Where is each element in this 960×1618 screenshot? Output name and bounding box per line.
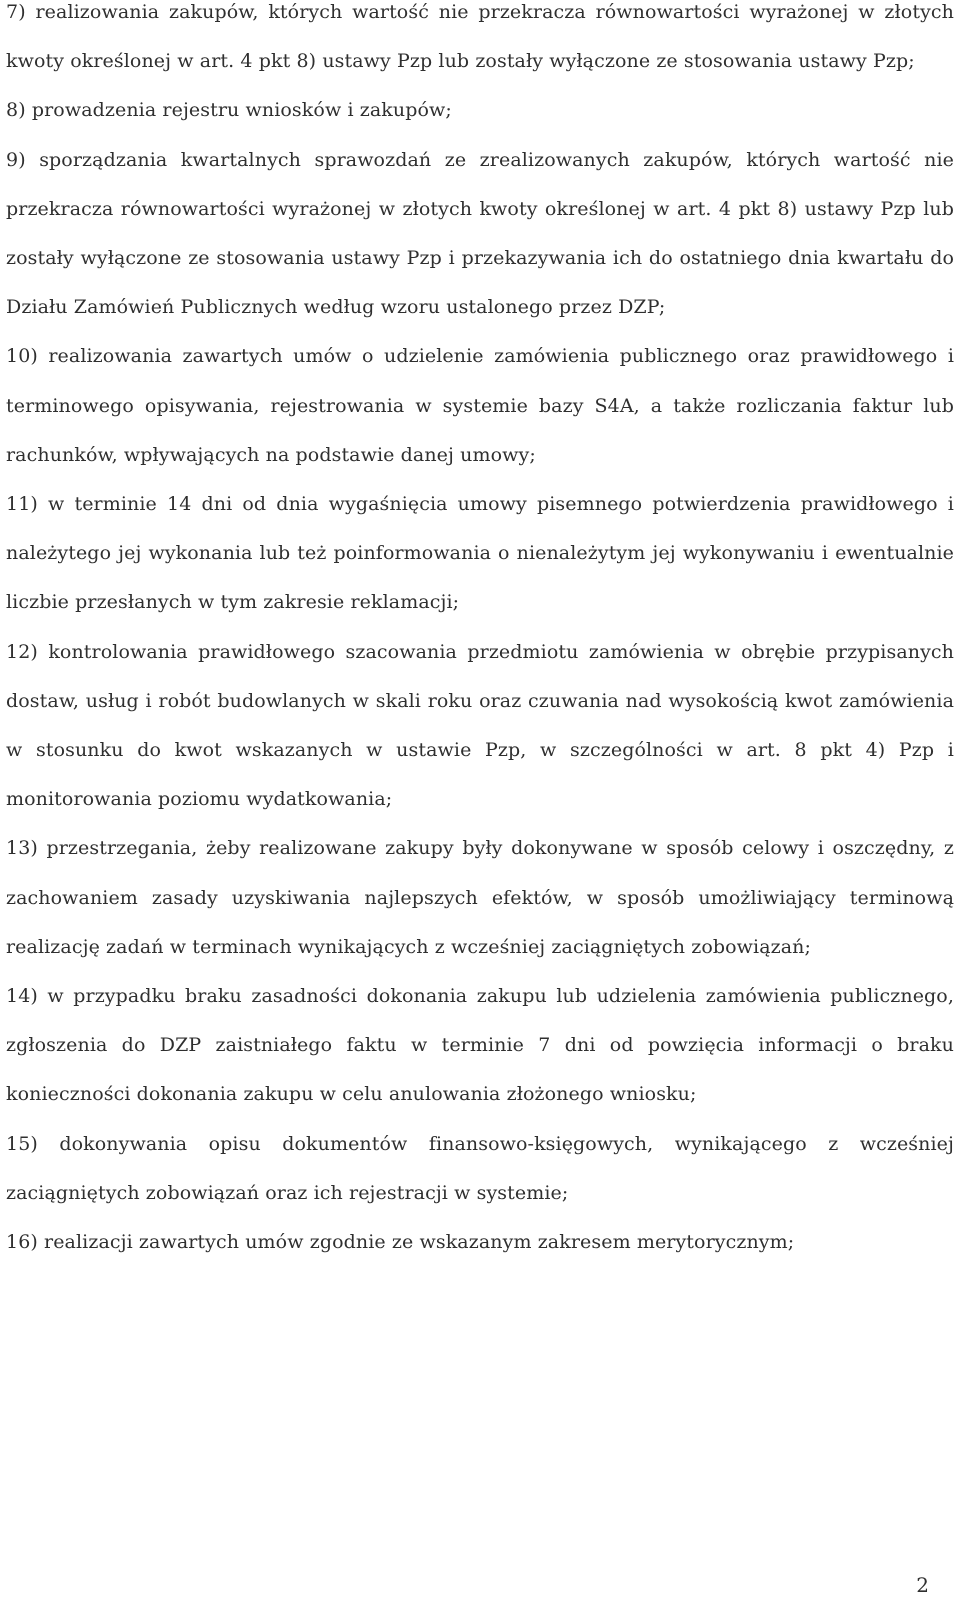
list-item-14: 14) w przypadku braku zasadności dokonania zakupu lub udzielenia zamówienia publicznego, zgłoszenia do DZP zaistniałego faktu w terminie 7 dni od powzięcia informacji o braku konieczności dokonania zakupu w celu anulowania złożonego wniosku; bbox=[6, 985, 954, 1106]
list-item-7: 7) realizowania zakupów, których wartość nie przekracza równowartości wyrażonej w złotych kwoty określonej w art. 4 pkt 8) ustawy Pzp lub zostały wyłączone ze stosowania ustawy Pzp; bbox=[6, 1, 954, 73]
list-item-9: 9) sporządzania kwartalnych sprawozdań ze zrealizowanych zakupów, których wartość nie przekracza równowartości wyrażonej w złotych kwoty określonej w art. 4 pkt 8) ustawy Pzp lub zostały wyłączone ze stosowania ustawy Pzp i przekazywania ich do ostatniego dnia kwartału do Działu Zamówień Publicznych według wzoru ustalonego przez DZP; bbox=[6, 148, 954, 319]
list-item-12: 12) kontrolowania prawidłowego szacowania przedmiotu zamówienia w obrębie przypisanych dostaw, usług i robót budowlanych w skali roku oraz czuwania nad wysokością kwot zamówienia w stosunku do kwot wskazanych w ustawie Pzp, w szczególności w art. 8 pkt 4) Pzp i monitorowania poziomu wydatkowania; bbox=[6, 640, 954, 811]
list-item-11: 11) w terminie 14 dni od dnia wygaśnięcia umowy pisemnego potwierdzenia prawidłowego i należytego jej wykonania lub też poinformowania o nienależytym jej wykonywaniu i ewentualnie liczbie przesłanych w tym zakresie reklamacji; bbox=[6, 493, 954, 614]
obligations-list bbox=[6, 0, 954, 1267]
list-item-10: 10) realizowania zawartych umów o udzielenie zamówienia publicznego oraz prawidłowego i terminowego opisywania, rejestrowania w systemie bazy S4A, a także rozliczania faktur lub rachunków, wpływających na podstawie danej umowy; bbox=[6, 345, 954, 466]
list-item-16: 16) realizacji zawartych umów zgodnie ze wskazanym zakresem merytorycznym; bbox=[6, 1231, 795, 1254]
list-item-15: 15) dokonywania opisu dokumentów finansowo-księgowych, wynikającego z wcześniej zaciągniętych zobowiązań oraz ich rejestracji w systemie; bbox=[6, 1132, 954, 1204]
list-item-8: 8) prowadzenia rejestru wniosków i zakupów; bbox=[6, 99, 452, 122]
list-item-13: 13) przestrzegania, żeby realizowane zakupy były dokonywane w sposób celowy i oszczędny, z zachowaniem zasady uzyskiwania najlepszych efektów, w sposób umożliwiający terminową realizację zadań w terminach wynikających z wcześniej zaciągniętych zobowiązań; bbox=[6, 837, 954, 958]
page-number: 2 bbox=[916, 1573, 929, 1597]
